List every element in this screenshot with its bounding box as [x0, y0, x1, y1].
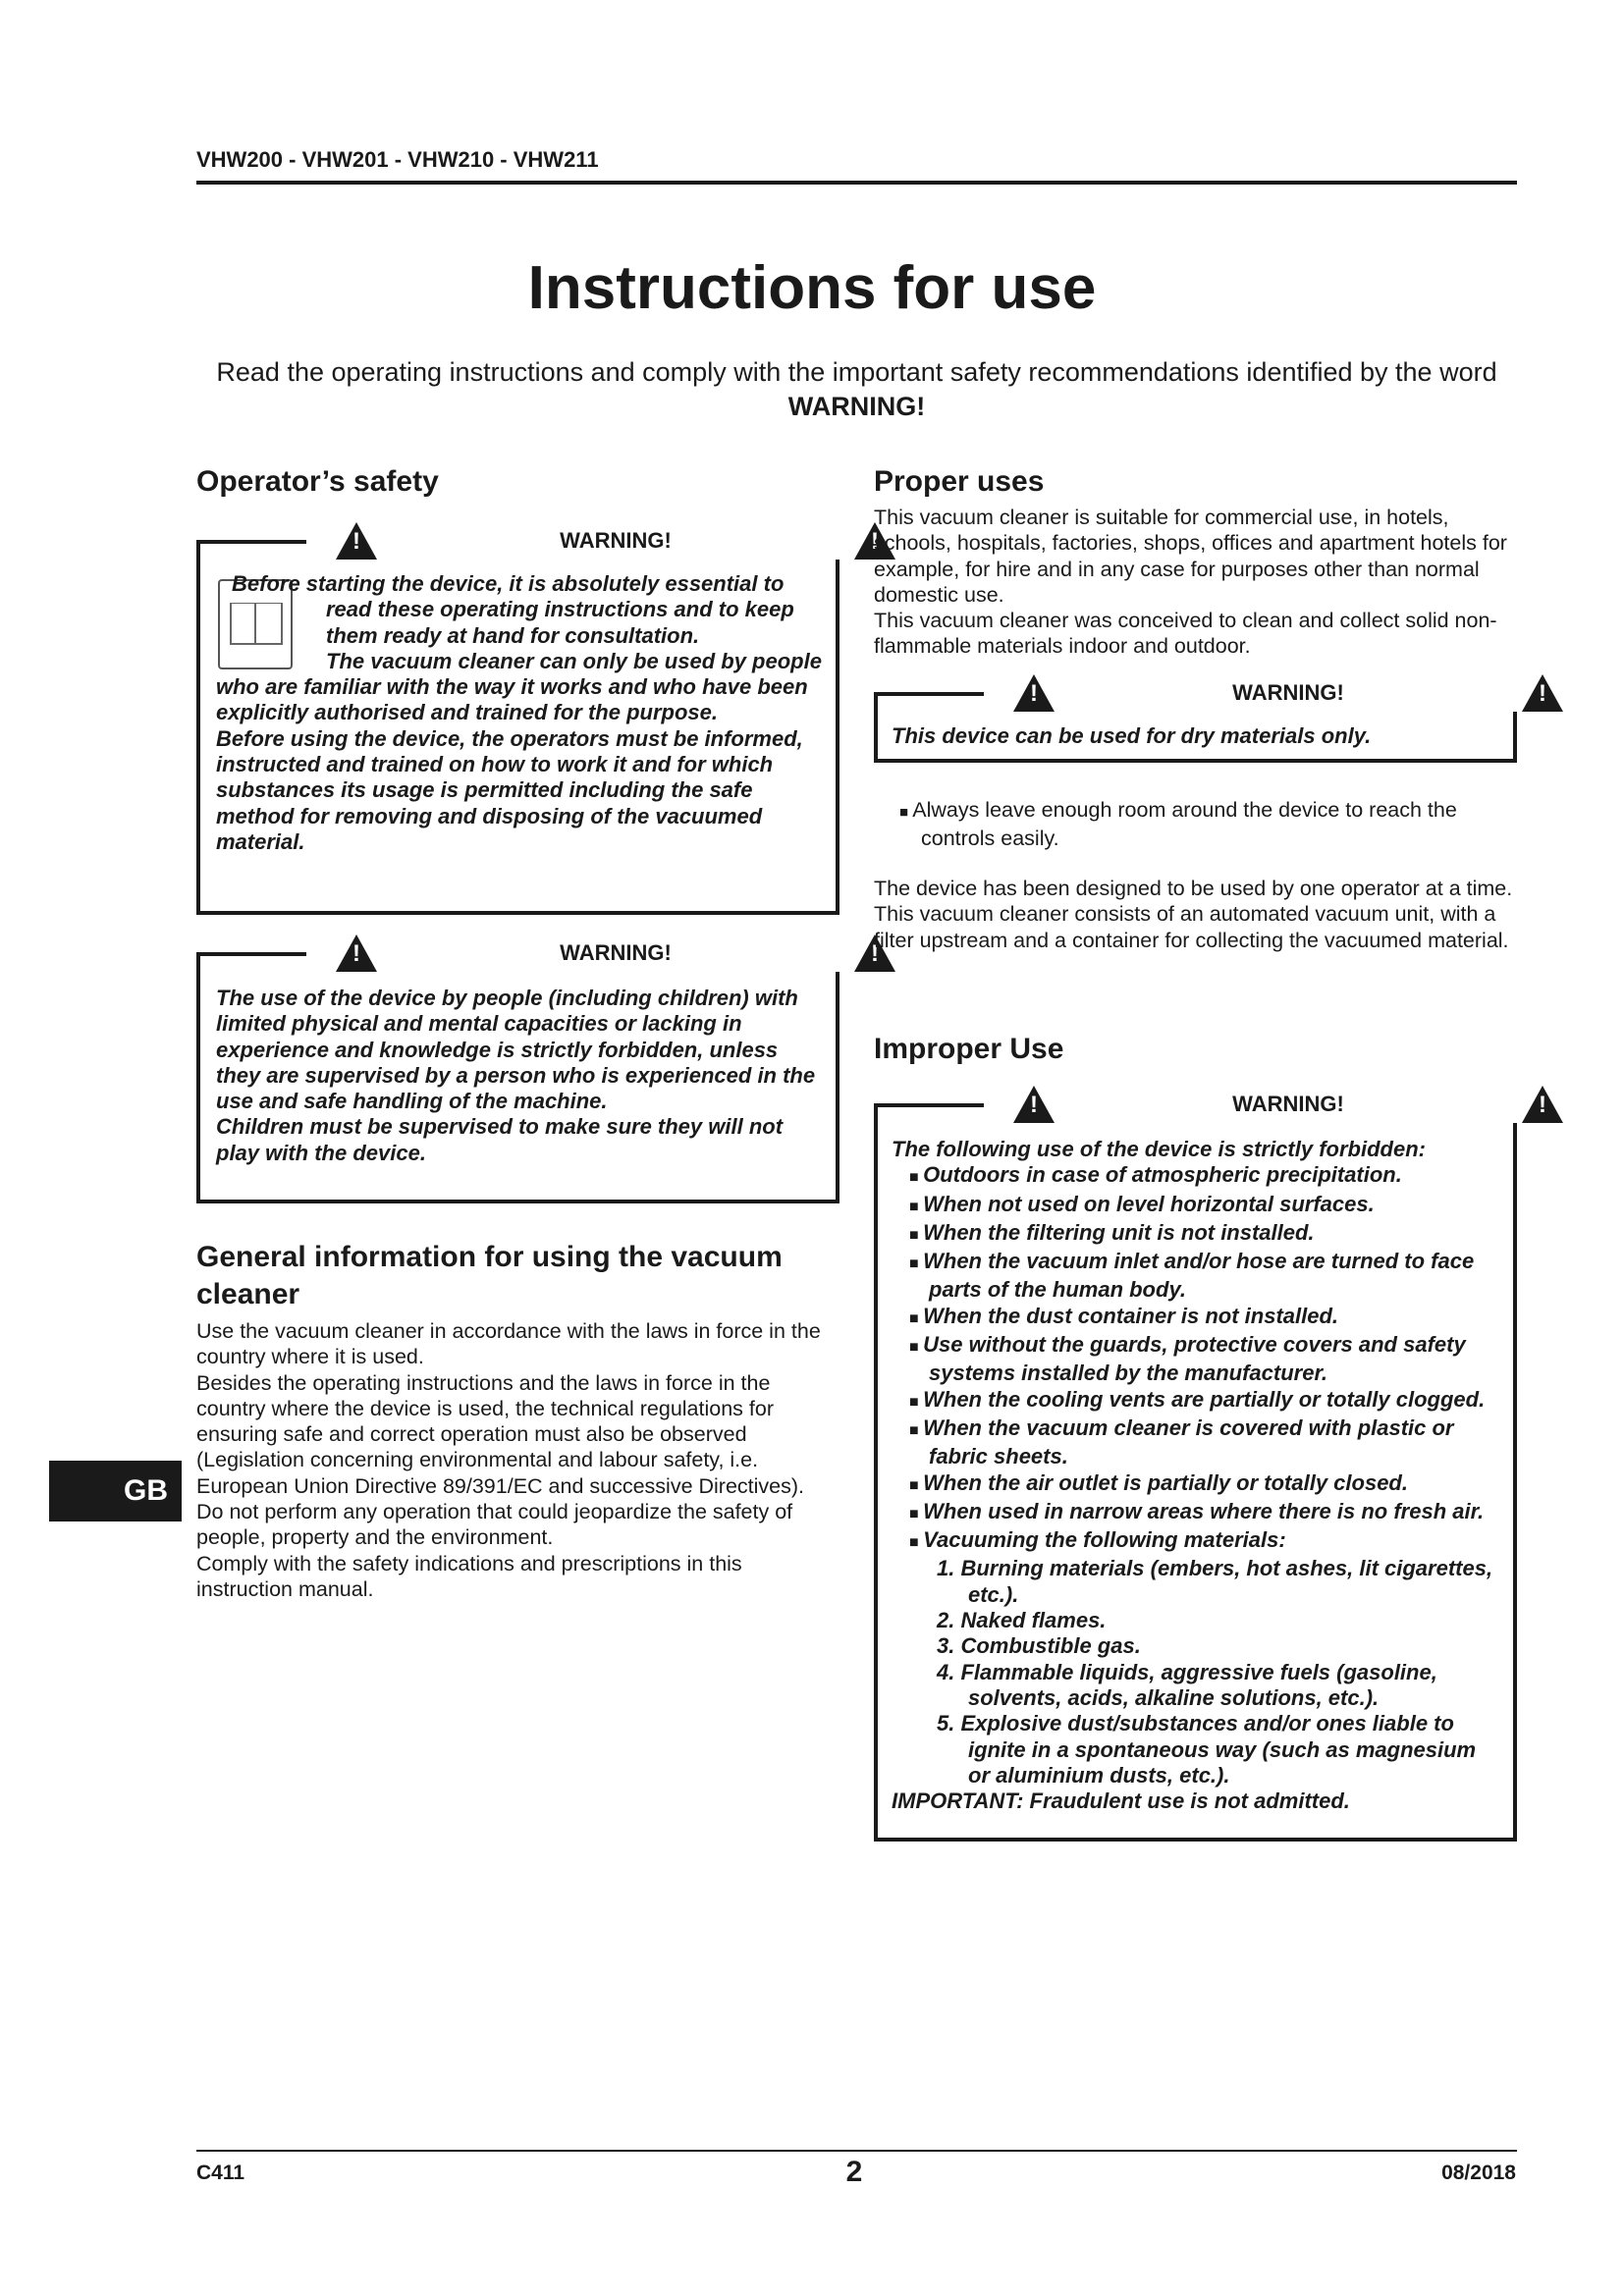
list-item: ■ When used in narrow areas where there is no fresh air.	[892, 1499, 1503, 1527]
intro-body: Read the operating instructions and comply with the important safety recommendations identified by the word	[216, 357, 1497, 387]
language-tab: GB	[49, 1461, 182, 1522]
intro-emphasis: WARNING!	[787, 392, 926, 421]
list-item: ■ When not used on level horizontal surfaces.	[892, 1192, 1503, 1220]
important-note: IMPORTANT: Fraudulent use is not admitted.	[892, 1789, 1350, 1814]
warning-box-dry	[874, 680, 1517, 763]
list-item: ■ When the air outlet is partially or totally closed.	[892, 1470, 1503, 1499]
model-header: VHW200 - VHW201 - VHW210 - VHW211	[196, 147, 599, 172]
list-item: ■ Use without the guards, protective covers and safety systems installed by the manufacturer.	[892, 1332, 1503, 1387]
warning-triangle-icon	[336, 522, 377, 560]
intro-text	[196, 355, 1517, 424]
material-item: 1. Burning materials (embers, hot ashes, lit cigarettes, etc.).	[937, 1556, 1493, 1607]
bullet-text: Always leave enough room around the device to reach the controls easily.	[912, 798, 1457, 851]
warning-paragraph: Children must be supervised to make sure they will not play with the device.	[216, 1114, 784, 1165]
warning-triangle-icon	[336, 934, 377, 972]
warning-content	[216, 571, 822, 855]
bullet-item: ■ Always leave enough room around the device to reach the controls easily.	[899, 798, 1457, 851]
improper-intro: The following use of the device is strictly forbidden:	[892, 1137, 1426, 1161]
operator-safety-heading: Operator’s safety	[196, 465, 439, 498]
warning-triangle-icon	[1013, 674, 1055, 712]
warning-label	[984, 1086, 1593, 1123]
warning-box-improper	[874, 1092, 1517, 1842]
document-date: 08/2018	[1441, 2162, 1516, 2184]
page-title: Instructions for use	[527, 254, 1097, 322]
warning-paragraph: Before using the device, the operators must be informed, instructed and trained on how to work it and for which substances its usage is permitted including the safe method for removing and disposing of the vacuumed material.	[216, 725, 803, 854]
warning-triangle-icon	[1013, 1086, 1055, 1123]
general-info-body	[196, 1318, 839, 1602]
warning-triangle-icon	[1522, 674, 1563, 712]
warning-text: WARNING!	[560, 528, 672, 553]
general-info-heading: General information for using the vacuum cleaner	[196, 1241, 783, 1310]
list-item: ■ When the filtering unit is not installed.	[892, 1220, 1503, 1249]
paragraph: Besides the operating instructions and the laws in force in the country where the device is used, the technical regulations for ensuring safe and correct operation must also be observed (Legislation concerning environmental and labour safety, i.e. European Union Directive 89/391/EC and successive Directives).	[196, 1370, 805, 1498]
list-item: ■ When the cooling vents are partially or totally clogged.	[892, 1387, 1503, 1415]
warning-text: WARNING!	[560, 940, 672, 965]
list-item: ■ When the vacuum cleaner is covered with plastic or fabric sheets.	[892, 1415, 1503, 1470]
material-item: 3. Combustible gas.	[937, 1633, 1141, 1659]
paragraph: This vacuum cleaner is suitable for commercial use, in hotels, schools, hospitals, factories, shops, offices and apartment hotels for example, for hire and in any case for purposes other than normal domestic use.	[874, 506, 1507, 607]
paragraph: This vacuum cleaner consists of an automated vacuum unit, with a filter upstream and a container for collecting the vacuumed material.	[874, 902, 1509, 952]
warning-text: WARNING!	[1232, 680, 1344, 705]
warning-box-children	[196, 940, 839, 1203]
paragraph: This vacuum cleaner was conceived to clean and collect solid non-flammable materials indoor and outdoor.	[874, 609, 1497, 659]
warning-content: This device can be used for dry materials only.	[892, 723, 1372, 748]
header-rule	[196, 181, 1517, 185]
warning-paragraph: The vacuum cleaner can only be used by people who are familiar with the way it works and who have been explicitly authorised and trained for the purpose.	[216, 648, 822, 725]
proper-uses-heading: Proper uses	[874, 465, 1045, 498]
document-code: C411	[196, 2162, 245, 2184]
warning-paragraph: The use of the device by people (including children) with limited physical and mental capacities or lacking in experience and knowledge is strictly forbidden, unless they are supervised by a person who is experienced in the use and safe handling of the machine.	[216, 986, 816, 1114]
paragraph: Do not perform any operation that could jeopardize the safety of people, property and the environment.	[196, 1500, 793, 1550]
proper-uses-body-2	[874, 876, 1522, 953]
footer-rule	[196, 2150, 1517, 2152]
list-item: ■ Vacuuming the following materials:	[892, 1527, 1503, 1556]
warning-content	[216, 986, 822, 1166]
material-item: 2. Naked flames.	[937, 1608, 1107, 1633]
paragraph: Use the vacuum cleaner in accordance with the laws in force in the country where it is used.	[196, 1319, 821, 1369]
warning-lead: Before starting the device, it is absolutely essential to read these operating instructions and to keep them ready at hand for consultation.	[232, 571, 794, 648]
list-item: ■ When the dust container is not installed.	[892, 1304, 1503, 1332]
warning-text: WARNING!	[1232, 1092, 1344, 1116]
warning-label	[306, 934, 925, 972]
warning-box-operator	[196, 528, 839, 915]
warning-label	[306, 522, 925, 560]
material-item: 5. Explosive dust/substances and/or ones liable to ignite in a spontaneous way (such as magnesium or aluminium dusts, etc.).	[937, 1711, 1477, 1788]
paragraph: Comply with the safety indications and prescriptions in this instruction manual.	[196, 1551, 742, 1601]
material-item: 4. Flammable liquids, aggressive fuels (gasoline, solvents, acids, alkaline solutions, etc.).	[937, 1659, 1437, 1710]
proper-uses-body	[874, 505, 1522, 660]
warning-content	[892, 1137, 1503, 1814]
improper-use-heading: Improper Use	[874, 1033, 1064, 1065]
warning-triangle-icon	[1522, 1086, 1563, 1123]
page-number: 2	[845, 2156, 863, 2188]
list-item: ■ Outdoors in case of atmospheric precipitation.	[892, 1162, 1503, 1191]
warning-label	[984, 674, 1593, 712]
paragraph: The device has been designed to be used by one operator at a time.	[874, 877, 1513, 900]
list-item: ■ When the vacuum inlet and/or hose are turned to face parts of the human body.	[892, 1249, 1503, 1304]
